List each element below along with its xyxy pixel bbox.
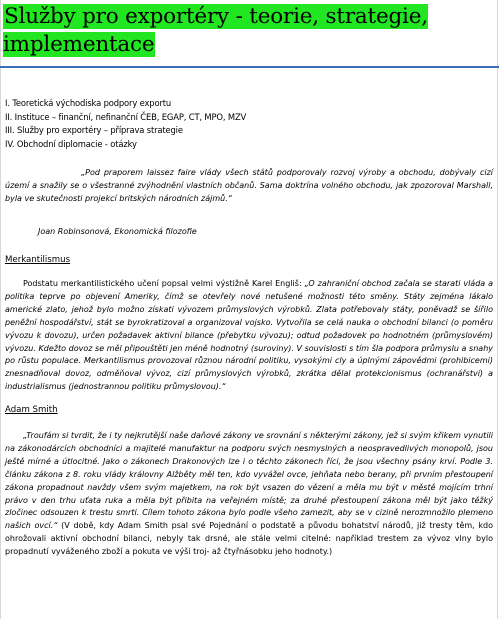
title-divider (0, 66, 499, 68)
adam-smith-note: (V době, kdy Adam Smith psal své Pojednání o podstatě a původu bohatství národů, již tresty těm, kdo ohrožovali aktivní obchodní bilanci, nebyly tak drsné, ale stále velmi citelné: například trestem za vývoz vlny bylo propadnutí vyváženého zboží a pokuta ve výši troj- až čtyřnásobku jeho hodnoty.) (5, 521, 493, 557)
table-of-contents (5, 97, 485, 151)
merkantilismus-quote: „O zahraniční obchod začala se starati vláda a politika teprve po objevení Ameriky, čímž se otevřely nové netušené možnosti této směny. Státy zejména lákalo americké zlato, jehož bylo možno získati vývozem průmyslových výrobků. Zlata potřebovaly státy, poněvadž se šířilo peněžní hospodářství, stát se byrokratizoval a organizoval vojsko. Vytvořila se celá nauka o obchodní bilanci (o poměru vývozu k dovozu), určen požadavek aktivní bilance (přebytku vývozu); odtud požadovek po hodnotném (průmyslovém) vývozu. Kdežto dovoz se měl připouštěti jen méně hodnotný (suroviny). V souvislosti s tím šla podpora průmyslu a snahy po růstu populace. Merkantilismus provozoval různou národní politiku, vysokými cly a úplnými zápovědmi (prohibicemi) znesnadňoval dovoz, odměňoval vývoz, cizí průmyslových výrobků, zkrátka dělal protekcionismus (ochranářství) a industrialismus (jednostrannou politiku průmyslovou).“ (5, 279, 493, 392)
toc-item: II. Instituce – finanční, nefinanční ČEB, EGAP, CT, MPO, MZV (5, 111, 247, 122)
merkantilismus-intro: Podstatu merkantilistického učení popsal velmi výstižně Karel Engliš: (23, 279, 305, 288)
epigraph-quote: „Pod praporem laissez faire vlády všech států podporovaly rozvoj výroby a obchodu, dobývaly cizí území a snažily se o všestranné zvýhodnění vlastních občanů. Sama doktrína volného obchodu, jak zpozoroval Marshall, byla ve skutečnosti projekcí britských národních zájmů.“ (5, 168, 493, 203)
section-heading-merkantilismus: Merkantilismus (5, 255, 71, 265)
adam-smith-quote: „Troufám si tvrdit, že i ty nejkrutější naše daňové zákony ve srovnání s některými zákony, jež si svým křikem vynutili na zákonodárcích obchodníci a majitelé manufaktur na podporu svých nesmyslných a neospravedlivých monopolů, jsou ještě mírné a útlocitné. Jako o zákonech Drakonových lze i o těchto zákonech říci, že jsou všechny psány krví. Podle 3. článku zákona z 8. roku vlády královny Alžběty měl ten, kdo vyvážel ovce, jehňata nebo berany, při prvním přestoupení zákona propadnout navždy všem svým majetkem, na rok být vsazen do vězení a měla mu být v městě mojícím trhní právo v den trhu uťata ruka a měla být přibita na veřejném místě; za druhé přestoupení zákona měl být jako těžký zločinec odsouzen k trestu smrti. Cílem tohoto zákona bylo podle všeho zamezit, aby se v cizině nerozmnožilo plemeno našich ovcí.“ (5, 431, 493, 531)
section-heading-adam-smith: Adam Smith (5, 405, 58, 415)
toc-item: IV. Obchodní diplomacie - otázky (5, 138, 137, 149)
merkantilismus-paragraph (5, 278, 493, 394)
quote-author: Joan Robinsonová, Ekonomická filozofie (38, 227, 197, 236)
document-title: Služby pro exportéry - teorie, strategie, implementace (3, 4, 428, 57)
toc-item: III. Služby pro exportéry – příprava strategie (5, 125, 183, 135)
toc-item: I. Teoretická východiska podpory exportu (5, 98, 172, 108)
adam-smith-paragraph (5, 430, 493, 559)
